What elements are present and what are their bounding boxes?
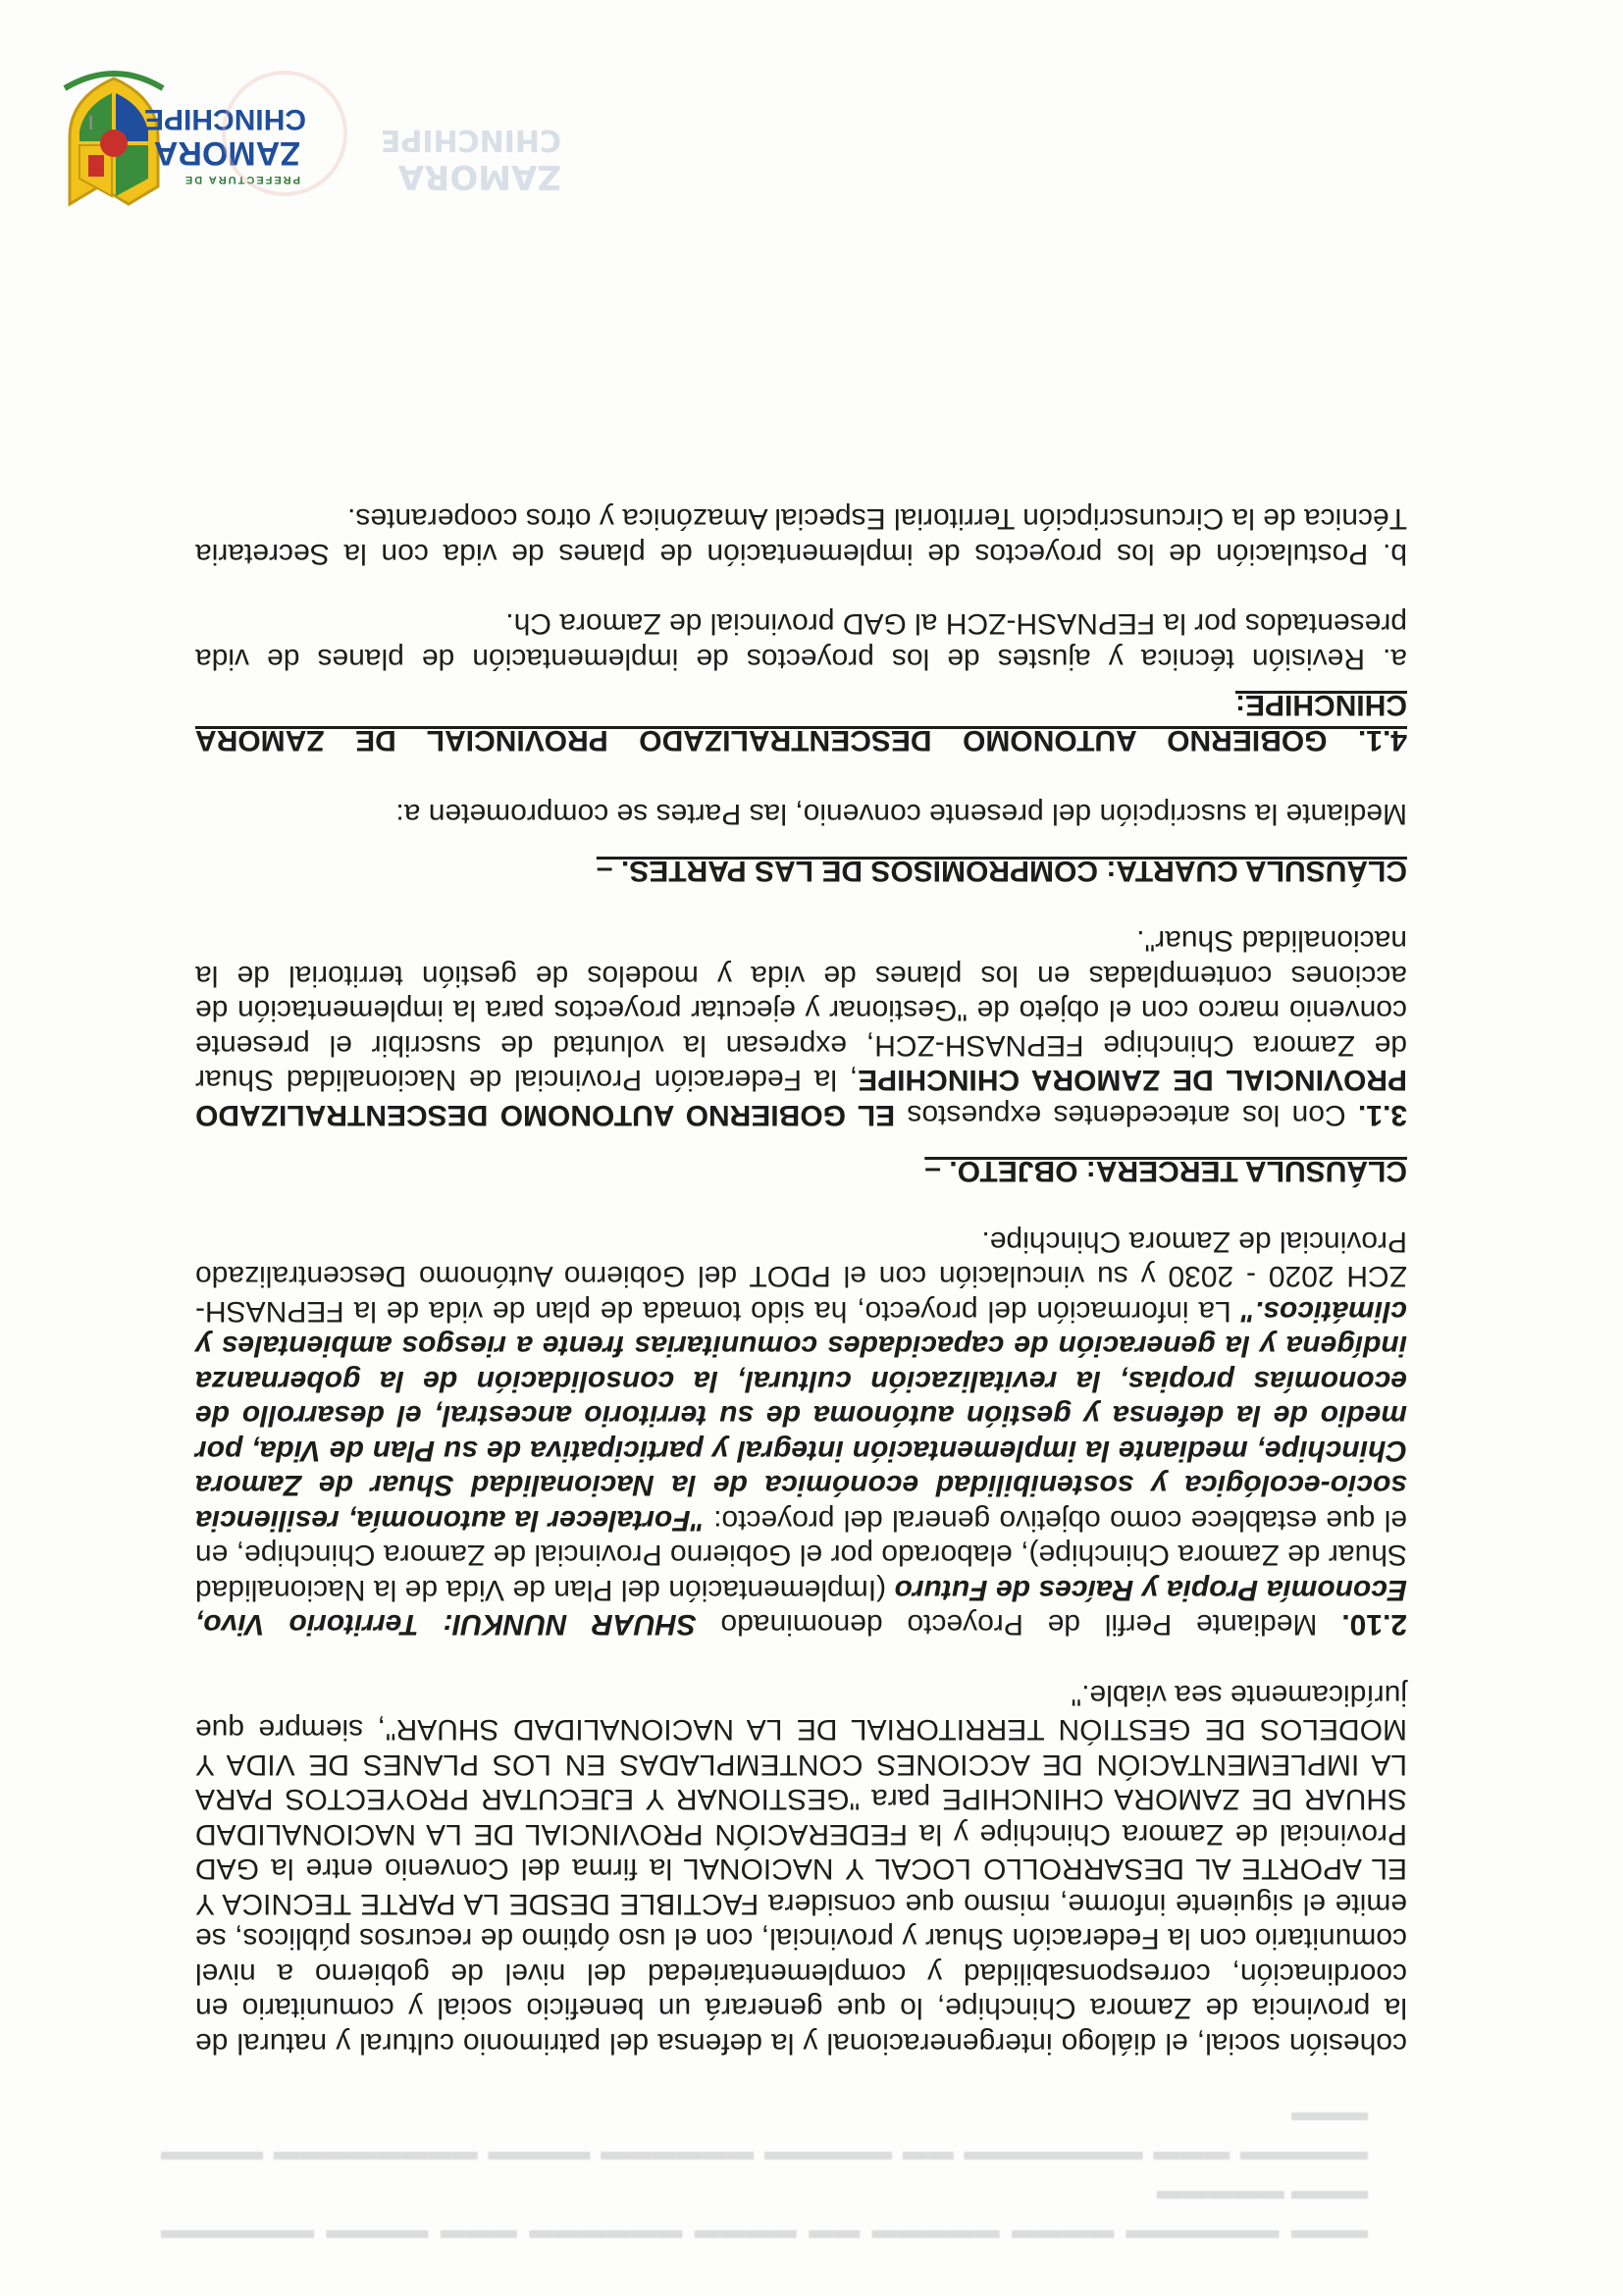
paragraph-2-10 [195,1225,1407,1643]
bleed-through-text: ▬▬▬ ▬▬▬▬▬▬ ▬▬▬▬ ▬▬▬▬▬ ▬▬ ▬▬▬▬ ▬▬▬▬▬▬ ▬▬▬ ▬▬▬▬ ▬▬▬▬▬▬ ▬▬▬ ▬▬▬▬▬ ▬▬▬▬▬ ▬▬▬ ▬▬▬▬▬▬▬ ▬▬ ▬▬▬▬▬ ▬▬▬▬▬▬ ▬▬▬▬ ▬▬▬▬▬▬▬▬ ▬▬▬▬ ▬▬▬ [161,2107,1368,2254]
project-name: SHUAR NUNKUI: Territorio Vivo, Economía Propia y Raíces de Futuro [195,1574,1407,1642]
stamp-seal-icon [222,71,347,196]
watermark-line1: ZAMORA [397,157,561,196]
subclause-4-1-title: 4.1. GOBIERNO AUTONOMO DESCENTRALIZADO PROVINCIAL DE ZAMORA CHINCHIPE: [195,689,1407,757]
logo-name-line1: ZAMORA [153,134,300,172]
list-item: b. Postulación de los proyectos de implementación de planes de vida con la Secretaria Técnica de la Circunscripción Territorial Especial Amazónica y otros cooperantes. [195,502,1407,570]
text-run: Mediante Perfil de Proyecto denominado [696,1608,1342,1642]
clause-4-intro: Mediante la suscripción del presente convenio, las Partes se comprometen a: [395,798,1407,831]
scan-mark [89,116,92,130]
clause-4-title: CLÁUSULA CUARTA: COMPROMISOS DE LAS PARTES. – [596,855,1407,887]
project-objective: "Fortalecer la autonomía, resiliencia socio-ecológica y sostenibilidad económica de la Nacionalidad Shuar de Zamora Chinchipe, mediante la implementación integral y participativa de su Plan de Vida, por medio de la defensa y gestión autónoma de su territorio ancestral, el desarrollo de economías propias, la revitalización cultural, la consolidación de la gobernanza indígena y la generación de capacidades comunitarias frente a riesgos ambientales y climáticos." [195,1295,1407,1537]
paragraph-intro: cohesión social, el diálogo intergeneracional y la defensa del patrimonio cultural y natural de la provincia de Zamora Chinchipe, lo que generará un beneficio social y comunitario en coordinación, corresponsabilidad y complementariedad del nivel de gobierno a nivel comunitario con la Federación Shuar y provincial, con el uso óptimo de recursos públicos, se emite el siguiente informe, mismo que considera FACTIBLE DESDE LA PARTE TECNICA Y EL APORTE AL DESARROLLO LOCAL Y NACIONAL la firma del Convenio entre la GAD Provincial de Zamora Chinchipe y la FEDERACIÓN PROVINCIAL DE LA NACIONALIDAD SHUAR DE ZAMORA CHINCHIPE para "GESTIONAR Y EJECUTAR PROYECTOS PARA LA IMPLEMENTACIÓN DE ACCIONES CONTEMPLADAS EN LOS PLANES DE VIDA Y MODELOS DE GESTIÓN TERRITORIAL DE LA NACIONALIDAD SHUAR", siempre que jurídicamente sea viable." [195,1679,1407,2060]
bleed-logo [380,88,561,196]
document-body [195,501,1407,2061]
list-item: a. Revisión técnica y ajustes de los proyectos de implementación de planes de vida presentados por la FEPNASH-ZCH al GAD provincial de Zamora Ch. [195,607,1407,675]
text-run: Con los antecedentes expuestos [895,1099,1358,1131]
section-number: 2.10. [1341,1608,1407,1642]
commitments-list [195,501,1407,676]
section-number: 3.1. [1357,1099,1407,1131]
text-run: La información del proyecto, ha sido tomada de plan de vida de la FEPNASH-ZCH 2020 - 2030 y su vinculación con el PDOT del Gobierno Autónomo Descentralizado Provincial de Zamora Chinchipe. [195,1226,1407,1328]
logo-name-line2: CHINCHIPE [143,103,306,135]
text-run: (Implementación del Plan de Vida de la Nacionalidad Shuar de Zamora Chinchipe), elaborado por el Gobierno Provincial de Zamora Chinchipe, en el que establece como objetivo general del proyecto: [194,1504,1407,1606]
paragraph-3-1 [195,923,1407,1132]
watermark-line2: CHINCHIPE [380,123,561,157]
party-name: EL GOBIERNO AUTONOMO DESCENTRALIZADO PROVINCIAL DE ZAMORA CHINCHIPE [195,1064,1407,1131]
logo-prefix: PREFECTURA DE [183,174,300,185]
clause-3-title: CLÁUSULA TERCERA: OBJETO. – [924,1155,1407,1188]
text-run: , la Federación Provincial de Nacionalidad Shuar de Zamora Chinchipe FEPNASH-ZCH, expresan la voluntad de suscribir el presente convenio marco con el objeto de "Gestionar y ejecutar proyectos para la implementación de acciones contempladas en los planes de vida y modelos de gestión territorial de la nacionalidad Shuar". [195,924,1407,1097]
shield-emblem-icon [65,74,163,204]
